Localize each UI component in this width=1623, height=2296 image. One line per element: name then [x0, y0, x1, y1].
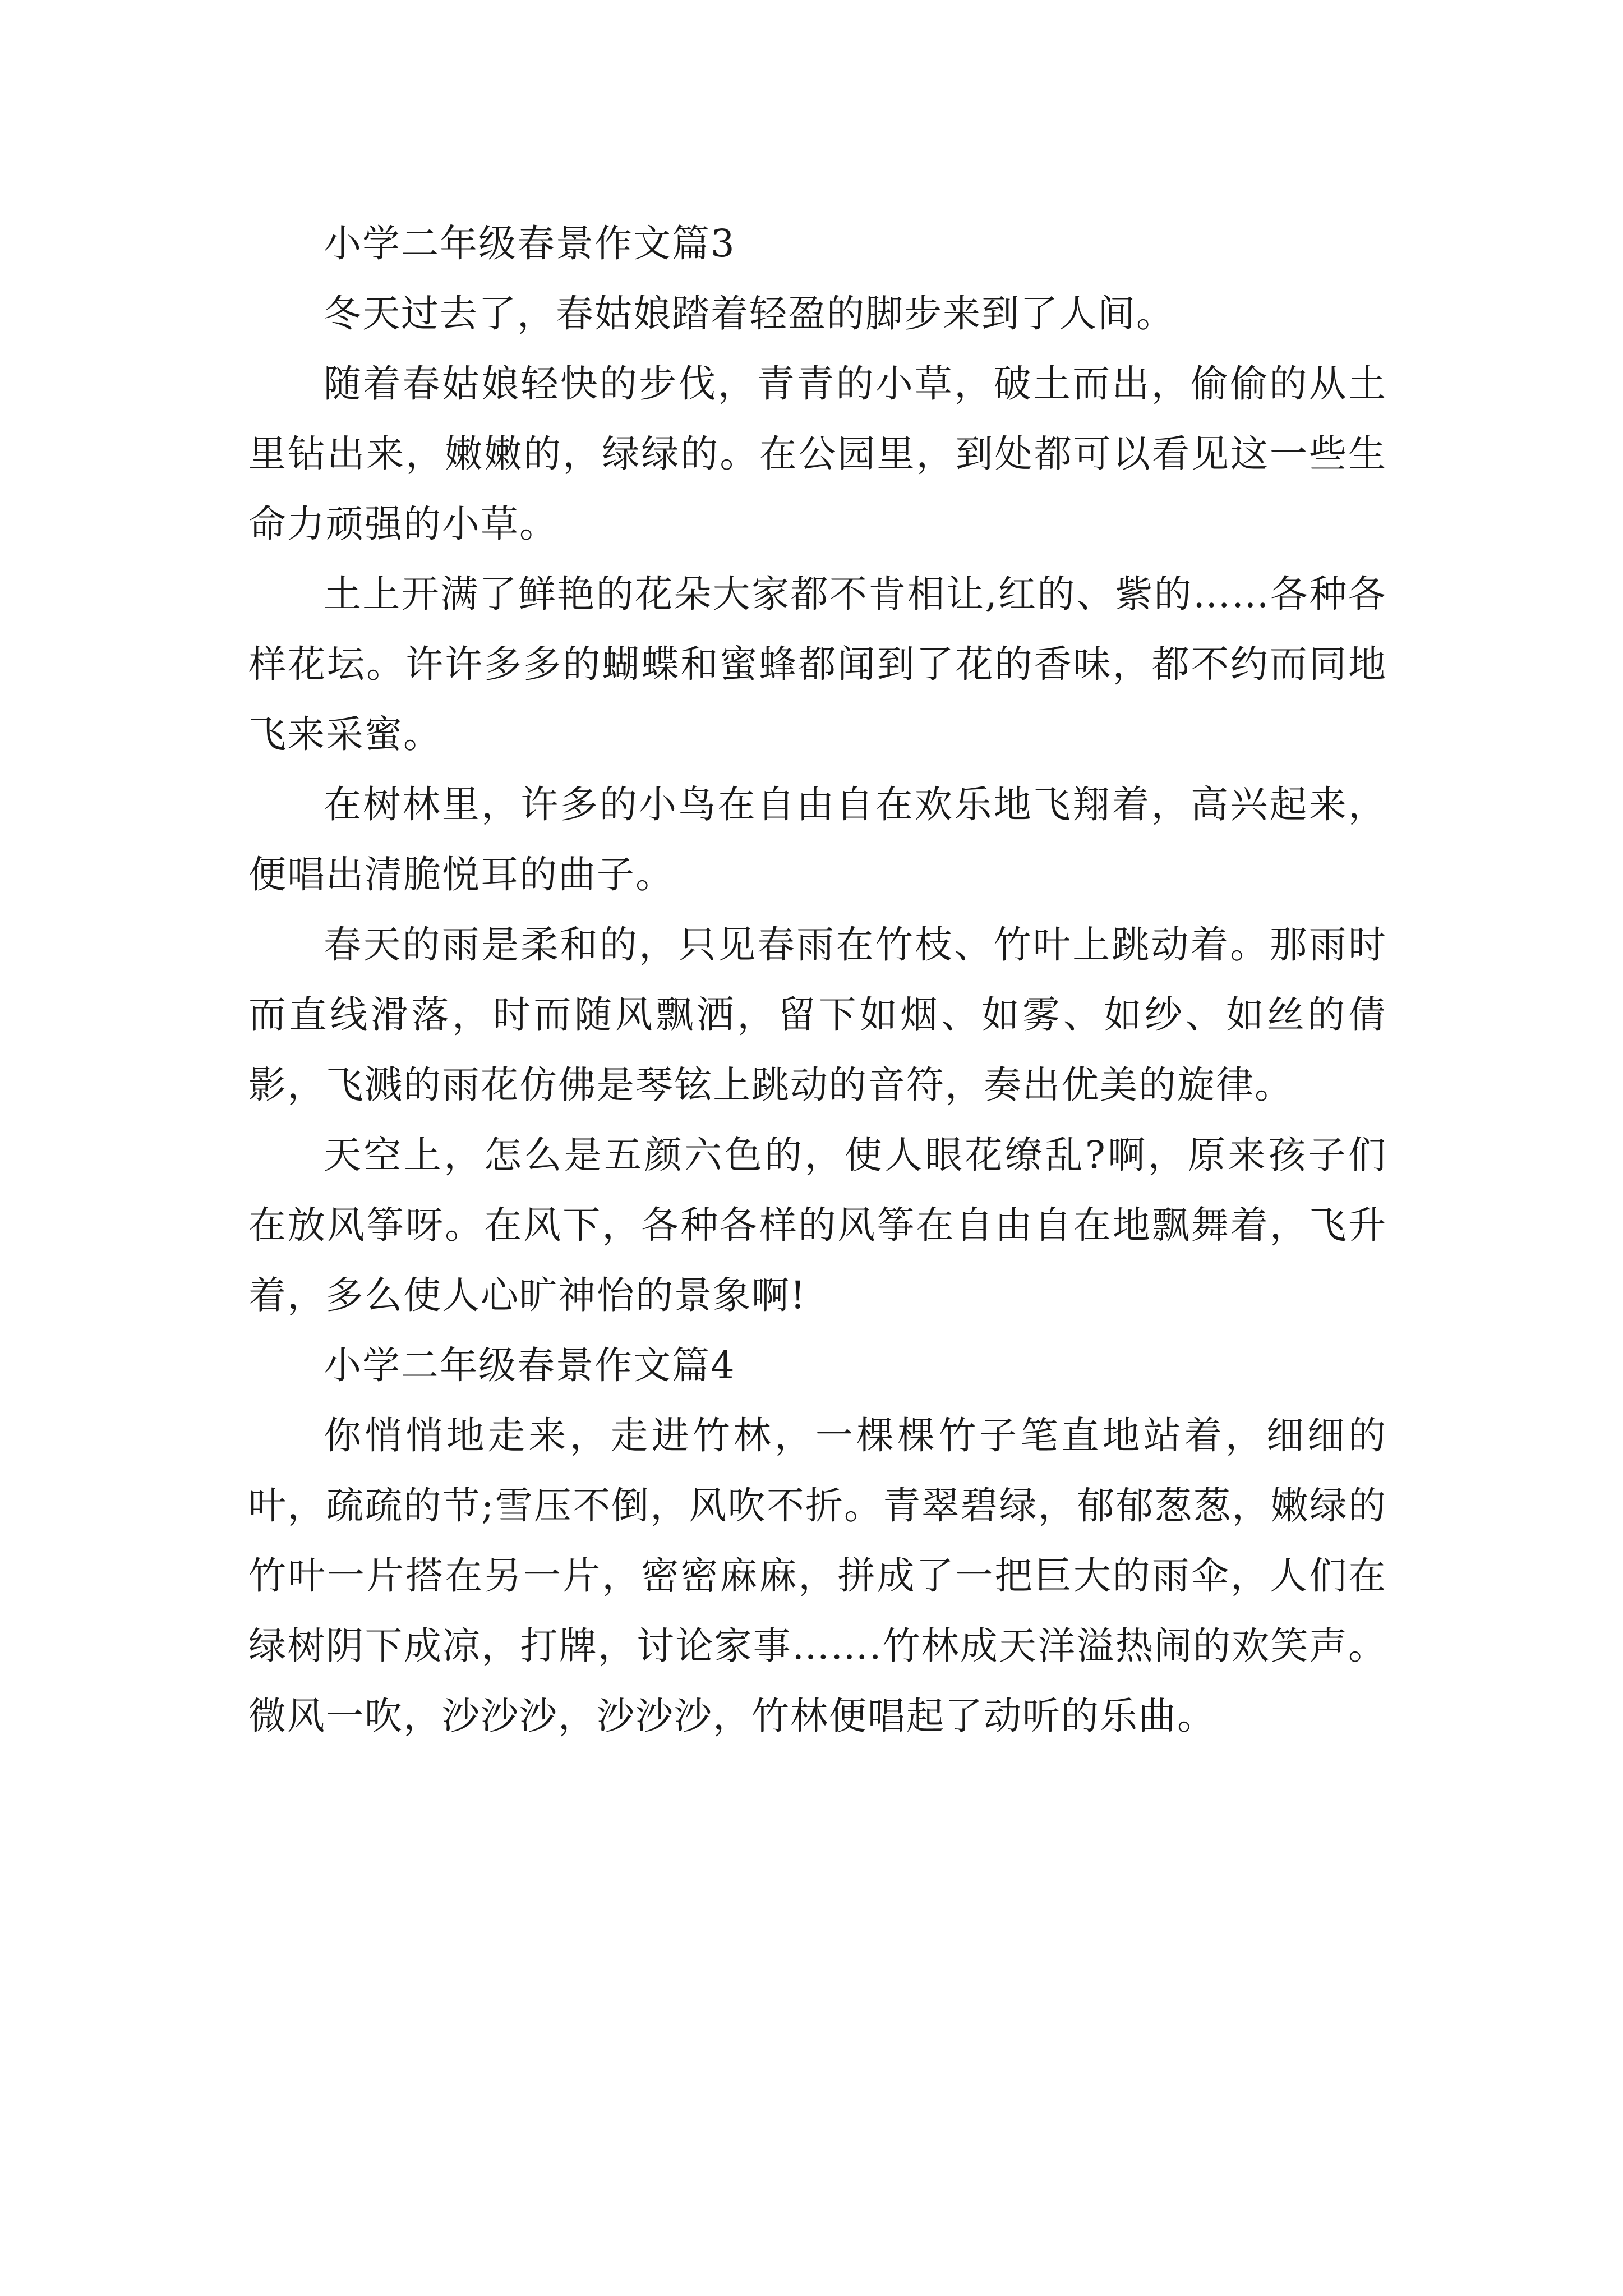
section-3-paragraph-2: 随着春姑娘轻快的步伐，青青的小草，破土而出，偷偷的从土里钻出来，嫩嫩的，绿绿的。在公园里，到处都可以看见这一些生命力顽强的小草。: [248, 362, 1387, 546]
section-4-heading: 小学二年级春景作文篇4: [324, 1343, 736, 1387]
section-3-paragraph-5: 春天的雨是柔和的，只见春雨在竹枝、竹叶上跳动着。那雨时而直线滑落，时而随风飘洒，留下如烟、如雾、如纱、如丝的倩影，飞溅的雨花仿佛是琴铉上跳动的音符，奏出优美的旋律。: [248, 923, 1387, 1107]
section-3-paragraph-1: 冬天过去了，春姑娘踏着轻盈的脚步来到了人间。: [324, 292, 1175, 335]
section-3-paragraph-3: 土上开满了鲜艳的花朵大家都不肯相让,红的、紫的……各种各样花坛。许许多多的蝴蝶和蜜蜂都闻到了花的香味，都不约而同地飞来采蜜。: [248, 572, 1387, 756]
section-3-heading: 小学二年级春景作文篇3: [324, 222, 736, 265]
section-4-paragraph-1: 你悄悄地走来，走进竹林，一棵棵竹子笔直地站着，细细的叶，疏疏的节;雪压不倒，风吹不折。青翠碧绿，郁郁葱葱，嫩绿的竹叶一片搭在另一片，密密麻麻，拼成了一把巨大的雨伞，人们在绿树阴下成凉，打牌，讨论家事…….竹林成天洋溢热闹的欢笑声。微风一吹，沙沙沙，沙沙沙，竹林便唱起了动听的乐曲。: [248, 1414, 1387, 1738]
section-3-paragraph-6: 天空上，怎么是五颜六色的，使人眼花缭乱?啊，原来孩子们在放风筝呀。在风下，各种各样的风筝在自由自在地飘舞着，飞升着，多么使人心旷神怡的景象啊!: [248, 1133, 1387, 1317]
document-body: [248, 209, 1387, 1751]
section-3-paragraph-4: 在树林里，许多的小鸟在自由自在欢乐地飞翔着，高兴起来，便唱出清脆悦耳的曲子。: [248, 783, 1387, 896]
